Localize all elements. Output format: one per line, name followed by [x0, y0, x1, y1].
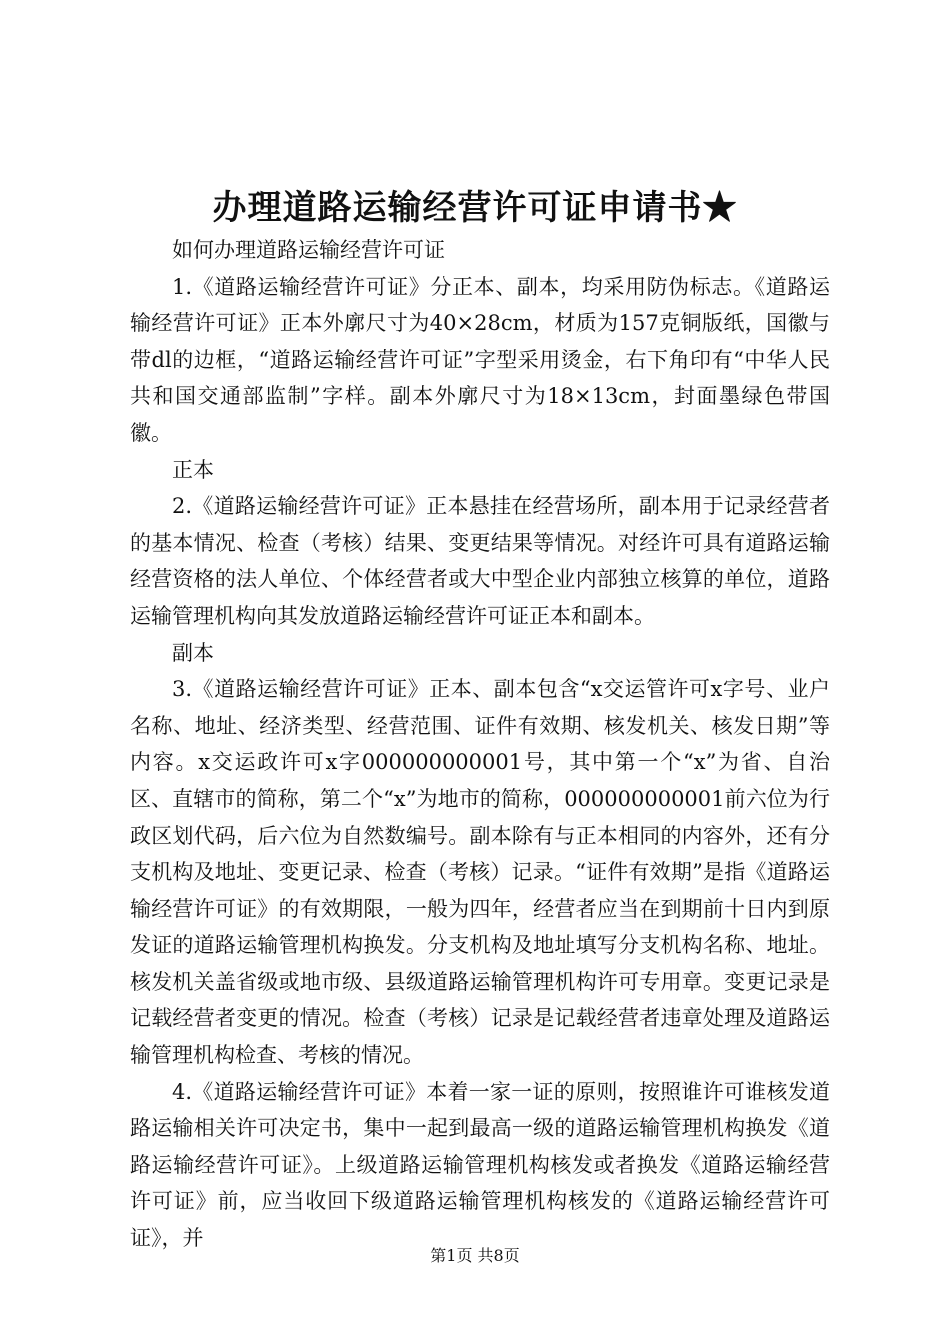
page-footer: 第1页 共8页	[430, 1246, 520, 1265]
document-title: 办理道路运输经营许可证申请书★	[212, 188, 738, 228]
paragraph-label-original: 正本	[172, 457, 214, 482]
paragraph-3: 3.《道路运输经营许可证》正本、副本包含“x交运管许可x字号、业户名称、地址、经济类型、经营范围、证件有效期、核发机关、核发日期”等内容。x交运政许可x字000000000001号，其中第一个“x”为省、自治区、直辖市的简称，第二个“x”为地市的简称，000000000001前六位为行政区划代码，后六位为自然数编号。副本除有与正本相同的内容外，还有分支机构及地址、变更记录、检查（考核）记录。“证件有效期”是指《道路运输经营许可证》的有效期限，一般为四年，经营者应当在到期前十日内到原发证的道路运输管理机构换发。分支机构及地址填写分支机构名称、地址。核发机关盖省级或地市级、县级道路运输管理机构许可专用章。变更记录是记载经营者变更的情况。检查（考核）记录是记载经营者违章处理及道路运输管理机构检查、考核的情况。	[130, 677, 830, 1068]
paragraph-label-copy: 副本	[172, 640, 214, 665]
document-body	[130, 232, 830, 1257]
paragraph-heading: 如何办理道路运输经营许可证	[172, 238, 445, 262]
paragraph-4: 4.《道路运输经营许可证》本着一家一证的原则，按照谁许可谁核发道路运输相关许可决定书，集中一起到最高一级的道路运输管理机构换发《道路运输经营许可证》。上级道路运输管理机构核发或者换发《道路运输经营许可证》前，应当收回下级道路运输管理机构核发的《道路运输经营许可证》，并	[130, 1079, 830, 1251]
paragraph-2: 2.《道路运输经营许可证》正本悬挂在经营场所，副本用于记录经营者的基本情况、检查（考核）结果、变更结果等情况。对经许可具有道路运输经营资格的法人单位、个体经营者或大中型企业内部独立核算的单位，道路运输管理机构向其发放道路运输经营许可证正本和副本。	[130, 494, 830, 628]
paragraph-1: 1.《道路运输经营许可证》分正本、副本，均采用防伪标志。《道路运输经营许可证》正本外廓尺寸为40×28cm，材质为157克铜版纸，国徽与带dl的边框，“道路运输经营许可证”字型采用烫金，右下角印有“中华人民共和国交通部监制”字样。副本外廓尺寸为18×13cm，封面墨绿色带国徽。	[130, 274, 830, 445]
